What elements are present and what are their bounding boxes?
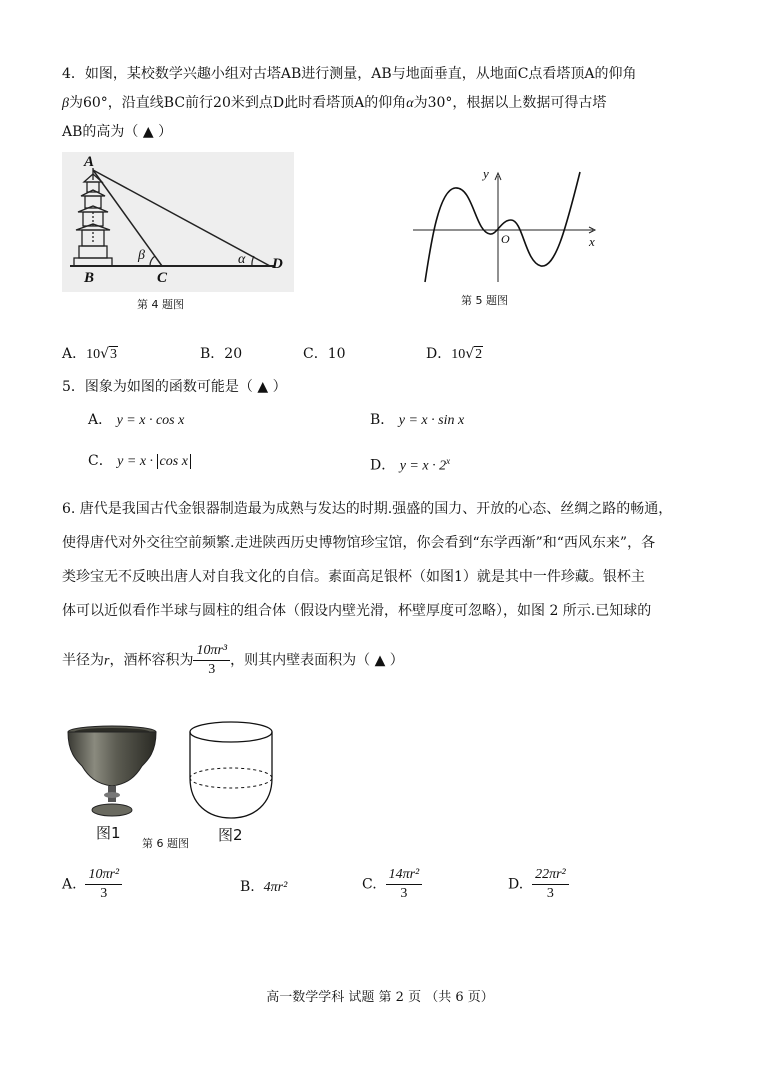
q4-option-b: B．20 bbox=[200, 346, 243, 362]
q4-line-1: 4．如图，某校数学兴趣小组对古塔AB进行测量，AB与地面垂直，从地面C点看塔顶A的仰角 bbox=[62, 66, 637, 82]
volume-fraction: $\frac{\text{10πr³}}{3}$ bbox=[193, 642, 230, 679]
q5-figure-caption: 第 5 题图 bbox=[461, 294, 508, 307]
hemisphere-cylinder-diagram bbox=[186, 718, 276, 824]
q6-option-c: C. $\frac{\text{14πr²}}{3}$ bbox=[362, 866, 422, 903]
q6-option-a: A. $\frac{\text{10πr²}}{3}$ bbox=[62, 866, 122, 903]
axis-y-label: y bbox=[483, 166, 489, 181]
q5-option-c: C． y = x · cos x bbox=[88, 451, 191, 472]
q4-line-2-end: 为30°，根据以上数据可得古塔 bbox=[413, 95, 607, 111]
label-alpha: α bbox=[238, 252, 246, 267]
q6-line-3: 类珍宝无不反映出唐人对自我文化的自信。素面高足银杯（如图1）就是其中一件珍藏。银杯主 bbox=[62, 569, 645, 585]
label-A: A bbox=[84, 154, 95, 170]
q6-line-1: 6. 唐代是我国古代金银器制造最为成熟与发达的时期.强盛的国力、开放的心态、丝绸之路的畅通， bbox=[62, 501, 673, 517]
q5-option-a: A． y = x · cos x bbox=[88, 412, 185, 428]
origin-label: O bbox=[501, 232, 510, 246]
q4-line-2-mid: 为60°，沿直线BC前行20米到点D此时看塔顶A的仰角 bbox=[68, 95, 407, 111]
q6-line-4: 体可以近似看作半球与圆柱的组合体（假设内壁光滑，杯壁厚度可忽略），如图 2 所示.已知球的 bbox=[62, 603, 652, 619]
page-footer: 高一数学学科 试题 第 2 页 （共 6 页） bbox=[266, 990, 494, 1005]
cup-model-diagram bbox=[186, 718, 276, 824]
q4-line-3: AB的高为（ ▲ ） bbox=[62, 124, 173, 140]
label-B: B bbox=[84, 270, 95, 286]
q5-option-d: D． $y = x \cdot 2^x$ bbox=[370, 456, 451, 474]
silver-cup-image bbox=[62, 722, 162, 824]
label-D: D bbox=[272, 256, 283, 272]
q5-stem: 5．图象为如图的函数可能是（ ▲ ） bbox=[62, 379, 287, 395]
silver-cup-picture bbox=[62, 722, 162, 824]
q5-option-b: B． y = x · sin x bbox=[370, 412, 465, 428]
pagoda-triangle-diagram bbox=[62, 152, 294, 292]
function-graph bbox=[405, 162, 605, 287]
beta-symbol: β bbox=[62, 96, 69, 111]
sqrt-symbol: √ bbox=[100, 346, 110, 362]
q4-line-2 bbox=[62, 93, 606, 114]
fig1-label: 图1 bbox=[96, 824, 121, 842]
q6-option-b: B. 4πr² bbox=[240, 879, 288, 895]
q6-line-2: 使得唐代对外交往空前频繁.走进陕西历史博物馆珍宝馆，你会看到“东学西渐”和“西风东来”，各 bbox=[62, 535, 656, 551]
q4-figure bbox=[62, 152, 294, 292]
axis-x-label: x bbox=[589, 234, 595, 249]
q4-figure-caption: 第 4 题图 bbox=[137, 298, 184, 311]
label-beta: β bbox=[138, 248, 145, 263]
q4-option-c: C．10 bbox=[303, 346, 346, 362]
label-C: C bbox=[157, 270, 168, 286]
fig2-label: 图2 bbox=[218, 826, 243, 844]
sqrt-symbol: √ bbox=[465, 346, 475, 362]
q6-line-5: 半径为r，酒杯容积为 $\frac{\text{10πr³}}{3}$ ，则其内壁表面积为（ ▲ ） bbox=[62, 643, 404, 677]
q6-figure-caption: 第 6 题图 bbox=[142, 837, 189, 850]
q4-option-a: A．10√3 bbox=[62, 346, 118, 362]
alpha-symbol: α bbox=[406, 96, 414, 111]
q5-figure bbox=[405, 162, 605, 287]
q4-option-d: D．10√2 bbox=[426, 346, 483, 362]
q6-option-d: D. $\frac{\text{22πr²}}{3}$ bbox=[508, 866, 569, 903]
